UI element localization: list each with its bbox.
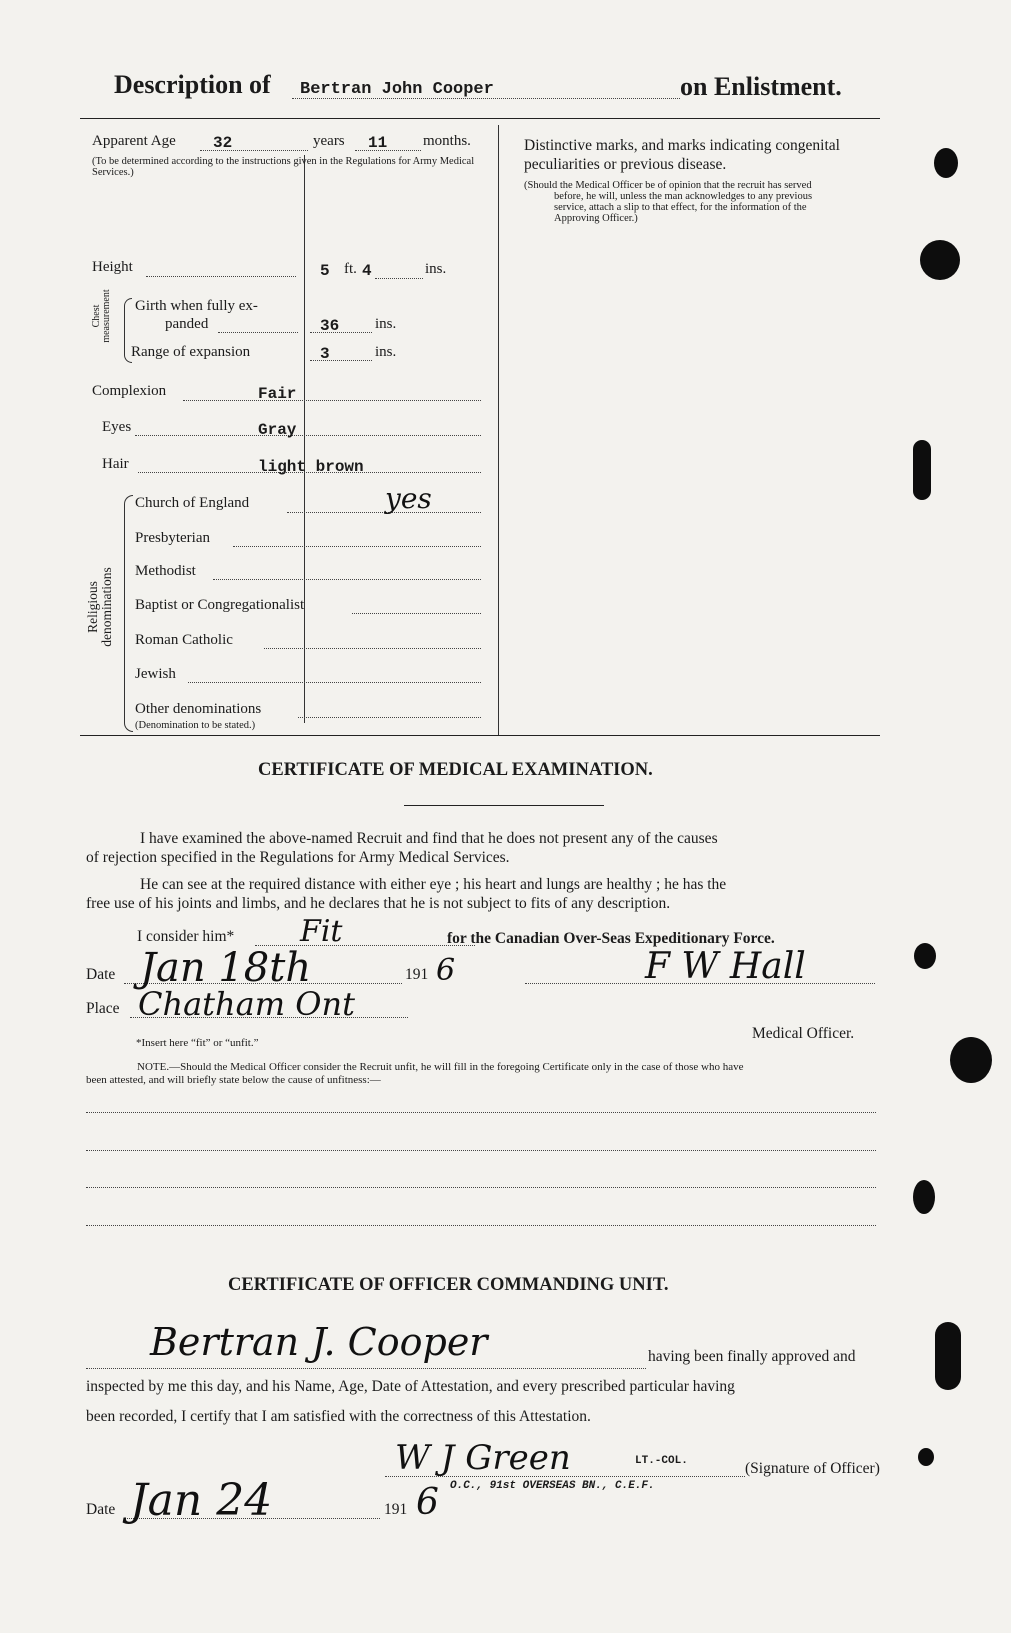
name-dotted-line [292, 98, 680, 99]
header-suffix: on Enlistment. [680, 72, 842, 101]
marks-note-4: Approving Officer.) [554, 213, 638, 224]
physical-column-divider [304, 155, 305, 723]
punch-hole [913, 440, 931, 500]
header-prefix: Description of [114, 70, 271, 99]
punch-hole [918, 1448, 934, 1466]
religion-line-2 [233, 546, 481, 547]
eyes-value: Gray [258, 421, 297, 439]
medical-para1-line1: I have examined the above-named Recruit and find that he does not present any of the causes [140, 830, 718, 847]
marks-heading-2: peculiarities or previous disease. [524, 156, 727, 173]
girth-line-a [218, 332, 298, 333]
insert-note: *Insert here “fit” or “unfit.” [136, 1037, 259, 1049]
height-ft-value: 5 [320, 262, 330, 280]
unfitness-line-1 [86, 1112, 876, 1113]
force-text: for the Canadian Over-Seas Expeditionary Force. [447, 930, 775, 947]
height-in-value: 4 [362, 262, 372, 280]
apparent-age-label: Apparent Age [92, 133, 176, 149]
recruit-signature-line [86, 1368, 646, 1369]
girth-value: 36 [320, 317, 340, 335]
girth-label-2: panded [165, 316, 209, 332]
medical-year-digit: 6 [436, 953, 456, 988]
religion-side-label [86, 562, 114, 652]
religion-other: Other denominations [135, 701, 262, 717]
medical-date-label: Date [86, 966, 116, 983]
consider-label: I consider him* [137, 928, 235, 945]
religion-baptist: Baptist or Congregationalist [135, 597, 305, 613]
ins-label: ins. [425, 261, 447, 277]
recruit-name: Bertran John Cooper [300, 80, 494, 99]
hair-value: light brown [258, 458, 364, 476]
range-value: 3 [320, 345, 330, 363]
complexion-value: Fair [258, 385, 297, 403]
height-in-line [375, 278, 423, 279]
height-line [146, 276, 296, 277]
height-label: Height [92, 259, 133, 275]
commanding-date-value: Jan 24 [130, 1475, 273, 1526]
religion-line-5 [264, 648, 481, 649]
signature-of-officer-label: (Signature of Officer) [745, 1460, 880, 1477]
medical-para2-line2: free use of his joints and limbs, and he declares that he is not subject to fits of any description. [86, 895, 671, 912]
officer-signature-line [385, 1476, 745, 1477]
age-months-value: 11 [368, 134, 388, 152]
ft-label: ft. [344, 261, 357, 277]
punch-hole [934, 148, 958, 178]
punch-hole [935, 1322, 961, 1390]
marks-note [524, 180, 812, 224]
girth-label-1: Girth when fully ex- [135, 298, 258, 314]
section-rule [80, 735, 880, 736]
marks-heading [524, 136, 840, 174]
religion-line-6 [188, 682, 481, 683]
marks-heading-1: Distinctive marks, and marks indicating congenital [524, 137, 840, 154]
medical-date-value: Jan 18th [140, 945, 312, 991]
punch-hole [914, 943, 936, 969]
punch-hole [920, 240, 960, 280]
medical-para2-line1: He can see at the required distance with either eye ; his heart and lungs are healthy ; he has the [140, 876, 727, 893]
marks-note-3: service, attach a slip to that effect, for the information of the [554, 202, 807, 213]
unfitness-line-4 [86, 1225, 876, 1226]
religion-other-note: (Denomination to be stated.) [135, 720, 256, 731]
age-months-line [355, 150, 421, 151]
header-rule [80, 118, 880, 119]
punch-hole [950, 1037, 992, 1083]
medical-para1-line2: of rejection specified in the Regulations for Army Medical Services. [86, 849, 510, 866]
religion-line-7 [298, 717, 481, 718]
medical-officer-signature: F W Hall [645, 946, 806, 987]
medical-year-prefix: 191 [405, 966, 429, 983]
commanding-date-label: Date [86, 1501, 116, 1518]
religion-presbyterian: Presbyterian [135, 530, 210, 546]
note-line2: been attested, and will briefly state below the cause of unfitness:— [86, 1074, 381, 1086]
church-of-england-mark: yes [385, 482, 432, 515]
commanding-line1-tail: having been finally approved and [648, 1348, 856, 1365]
range-ins-label: ins. [375, 344, 397, 360]
complexion-label: Complexion [92, 383, 167, 399]
range-label: Range of expansion [131, 344, 251, 360]
religion-line-1 [287, 512, 481, 513]
religion-brace [124, 495, 133, 732]
complexion-line [183, 400, 481, 401]
note-line1: NOTE.—Should the Medical Officer consider the Recruit unfit, he will fill in the foregoing Certificate only in the case of those who have [137, 1061, 744, 1073]
religion-side-label-2: denominations [99, 567, 114, 647]
commanding-line3: been recorded, I certify that I am satisfied with the correctness of this Attestation. [86, 1408, 591, 1425]
unfitness-line-2 [86, 1150, 876, 1151]
medical-certificate-title: CERTIFICATE OF MEDICAL EXAMINATION. [258, 760, 653, 780]
months-label: months. [423, 133, 471, 149]
chest-side-label: Chest measurement [91, 289, 112, 343]
religion-methodist: Methodist [135, 563, 196, 579]
girth-ins-label: ins. [375, 316, 397, 332]
age-note: (To be determined according to the instructions given in the Regulations for Army Medical Services.) [92, 156, 475, 178]
commanding-certificate-title: CERTIFICATE OF OFFICER COMMANDING UNIT. [228, 1275, 669, 1295]
eyes-label: Eyes [102, 419, 132, 435]
punch-hole [913, 1180, 935, 1214]
medical-officer-label: Medical Officer. [752, 1025, 855, 1042]
hair-label: Hair [102, 456, 129, 472]
place-value: Chatham Ont [138, 985, 355, 1023]
officer-rank: LT.-COL. [635, 1455, 688, 1467]
religion-roman-catholic: Roman Catholic [135, 632, 233, 648]
religion-side-label-1: Religious [85, 581, 100, 633]
marks-column-divider [498, 125, 499, 735]
recruit-signature: Bertran J. Cooper [150, 1320, 488, 1364]
commanding-year-digit: 6 [416, 1482, 439, 1523]
years-label: years [313, 133, 345, 149]
unfitness-line-3 [86, 1187, 876, 1188]
religion-line-4 [352, 613, 481, 614]
marks-note-2: before, he will, unless the man acknowledges to any previous [554, 191, 813, 202]
commanding-officer-signature: W J Green [395, 1438, 571, 1478]
place-label: Place [86, 1000, 120, 1017]
religion-jewish: Jewish [135, 666, 176, 682]
age-years-value: 32 [213, 134, 233, 152]
commanding-line2: inspected by me this day, and his Name, Age, Date of Attestation, and every prescribed particular having [86, 1378, 735, 1395]
unit-stamp: O.C., 91st OVERSEAS BN., C.E.F. [450, 1480, 655, 1492]
medical-title-rule [404, 805, 604, 806]
eyes-line [135, 435, 481, 436]
religion-line-3 [213, 579, 481, 580]
commanding-year-prefix: 191 [384, 1501, 408, 1518]
religion-church-of-england: Church of England [135, 495, 250, 511]
marks-note-1: (Should the Medical Officer be of opinion that the recruit has served [524, 180, 812, 191]
fitness-value: Fit [300, 914, 343, 949]
